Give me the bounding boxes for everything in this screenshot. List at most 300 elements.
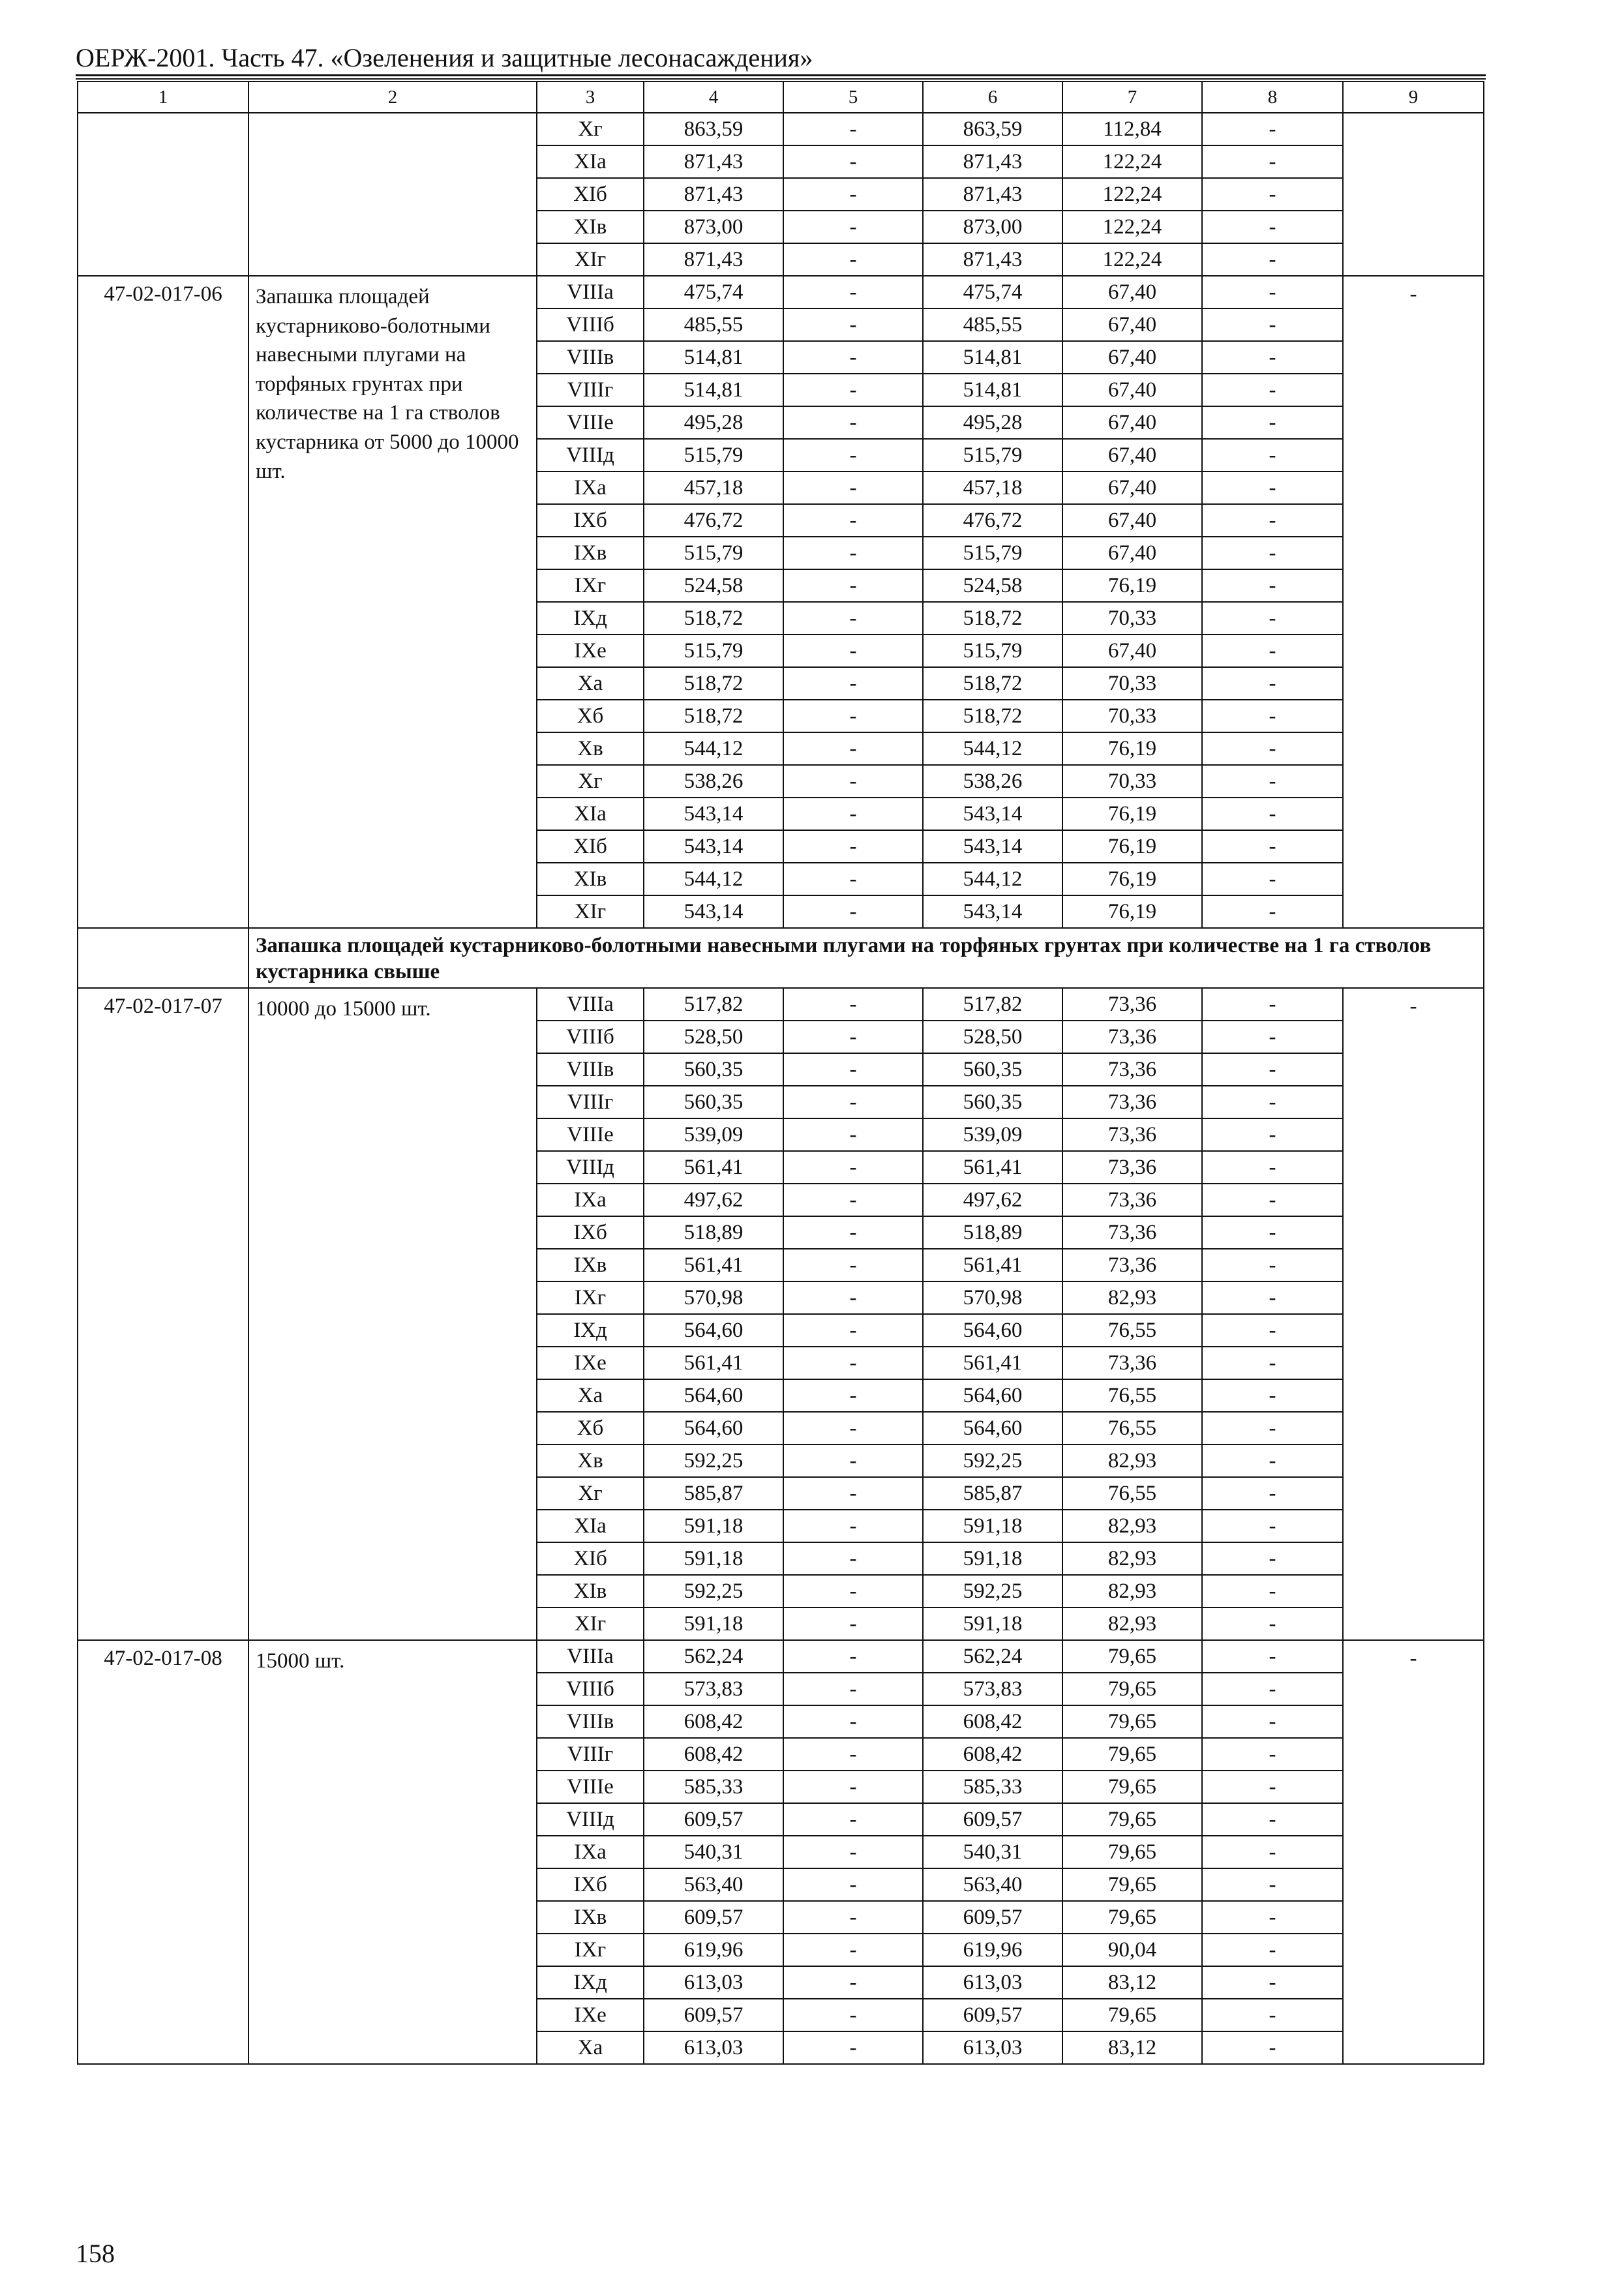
col6-value: 591,18 (923, 1608, 1062, 1640)
col4-value: 564,60 (644, 1412, 783, 1444)
col7-value: 73,36 (1062, 1347, 1202, 1379)
col7-value: 76,19 (1062, 798, 1202, 830)
col6-value: 514,81 (923, 374, 1062, 406)
col6-value: 518,89 (923, 1216, 1062, 1249)
zone-cell: IXe (537, 1347, 644, 1379)
col4-value: 517,82 (644, 988, 783, 1021)
col5-value: - (783, 1738, 923, 1771)
col5-value: - (783, 276, 923, 308)
col7-value: 67,40 (1062, 635, 1202, 667)
col5-value: - (783, 1444, 923, 1477)
col8-value: - (1202, 1868, 1343, 1901)
col7-value: 122,24 (1062, 243, 1202, 276)
col7-value: 73,36 (1062, 1053, 1202, 1086)
header-rule (76, 74, 1486, 76)
column-number: 4 (644, 82, 783, 113)
col4-value: 609,57 (644, 1901, 783, 1934)
col4-value: 591,18 (644, 1542, 783, 1575)
col7-value: 67,40 (1062, 308, 1202, 341)
col7-value: 67,40 (1062, 471, 1202, 504)
col8-value: - (1202, 1673, 1343, 1705)
col6-value: 543,14 (923, 830, 1062, 863)
col8-value: - (1202, 569, 1343, 602)
col7-value: 79,65 (1062, 1803, 1202, 1836)
col8-value: - (1202, 504, 1343, 537)
zone-cell: IXг (537, 1281, 644, 1314)
col7-value: 76,19 (1062, 569, 1202, 602)
col4-value: 543,14 (644, 798, 783, 830)
col6-value: 608,42 (923, 1705, 1062, 1738)
col6-value: 561,41 (923, 1249, 1062, 1281)
zone-cell: IXб (537, 1216, 644, 1249)
col4-value: 514,81 (644, 341, 783, 374)
col5-value: - (783, 1836, 923, 1868)
zone-cell: IXд (537, 1314, 644, 1347)
code-cell: 47-02-017-07 (78, 988, 248, 1640)
col5-value: - (783, 504, 923, 537)
col7-value: 82,93 (1062, 1575, 1202, 1608)
col4-value: 518,72 (644, 700, 783, 732)
col8-value: - (1202, 602, 1343, 635)
zone-cell: Xг (537, 113, 644, 145)
col5-value: - (783, 2031, 923, 2064)
col5-value: - (783, 1901, 923, 1934)
col4-value: 515,79 (644, 635, 783, 667)
col7-value: 83,12 (1062, 1966, 1202, 1999)
col6-value: 524,58 (923, 569, 1062, 602)
description-cell: Запашка площадей кустарниково-болотными навесными плугами на торфяных грунтах при количестве на 1 га стволов кустарника от 5000 до 10000 шт. (248, 276, 537, 928)
col4-value: 497,62 (644, 1184, 783, 1216)
col8-value: - (1202, 1151, 1343, 1184)
col7-value: 112,84 (1062, 113, 1202, 145)
col4-value: 609,57 (644, 1803, 783, 1836)
col5-value: - (783, 1249, 923, 1281)
column-number: 7 (1062, 82, 1202, 113)
col6-value: 497,62 (923, 1184, 1062, 1216)
col6-value: 540,31 (923, 1836, 1062, 1868)
col7-value: 67,40 (1062, 406, 1202, 439)
col8-value: - (1202, 243, 1343, 276)
col6-value: 543,14 (923, 895, 1062, 928)
col7-value: 79,65 (1062, 1640, 1202, 1673)
group-heading-row (78, 928, 1484, 988)
col5-value: - (783, 1086, 923, 1118)
column-number-row (78, 82, 1484, 113)
col7-value: 122,24 (1062, 145, 1202, 178)
col4-value: 476,72 (644, 504, 783, 537)
col5-value: - (783, 1412, 923, 1444)
col4-value: 570,98 (644, 1281, 783, 1314)
col8-value: - (1202, 1510, 1343, 1542)
col5-value: - (783, 830, 923, 863)
zone-cell: VIIIд (537, 439, 644, 471)
col7-value: 122,24 (1062, 211, 1202, 243)
col4-value: 564,60 (644, 1314, 783, 1347)
col7-value: 79,65 (1062, 1868, 1202, 1901)
col8-value: - (1202, 1608, 1343, 1640)
col7-value: 76,19 (1062, 895, 1202, 928)
col7-value: 82,93 (1062, 1444, 1202, 1477)
col7-value: 73,36 (1062, 1184, 1202, 1216)
col6-value: 591,18 (923, 1510, 1062, 1542)
col5-value: - (783, 635, 923, 667)
col8-value: - (1202, 439, 1343, 471)
zone-cell: Xб (537, 700, 644, 732)
col5-value: - (783, 1347, 923, 1379)
col6-value: 560,35 (923, 1053, 1062, 1086)
col4-value: 544,12 (644, 863, 783, 895)
col6-value: 457,18 (923, 471, 1062, 504)
col7-value: 83,12 (1062, 2031, 1202, 2064)
col5-value: - (783, 895, 923, 928)
zone-cell: VIIIв (537, 1053, 644, 1086)
zone-cell: VIIIг (537, 374, 644, 406)
col7-value: 70,33 (1062, 602, 1202, 635)
col6-value: 515,79 (923, 537, 1062, 569)
col8-value: - (1202, 1249, 1343, 1281)
col5-value: - (783, 145, 923, 178)
col4-value: 609,57 (644, 1999, 783, 2031)
col4-value: 561,41 (644, 1151, 783, 1184)
zone-cell: XIa (537, 798, 644, 830)
col4-value: 475,74 (644, 276, 783, 308)
zone-cell: Xг (537, 1477, 644, 1510)
zone-cell: IXб (537, 1868, 644, 1901)
col4-value: 608,42 (644, 1705, 783, 1738)
col5-value: - (783, 1771, 923, 1803)
col4-value: 613,03 (644, 1966, 783, 1999)
col6-value: 562,24 (923, 1640, 1062, 1673)
col7-value: 73,36 (1062, 1151, 1202, 1184)
col5-value: - (783, 406, 923, 439)
col4-value: 538,26 (644, 765, 783, 798)
col6-value: 871,43 (923, 178, 1062, 211)
col5-value: - (783, 1673, 923, 1705)
col4-value: 561,41 (644, 1249, 783, 1281)
col6-value: 591,18 (923, 1542, 1062, 1575)
col8-value: - (1202, 276, 1343, 308)
col7-value: 76,19 (1062, 863, 1202, 895)
column-number: 6 (923, 82, 1062, 113)
col6-value: 515,79 (923, 635, 1062, 667)
col7-value: 70,33 (1062, 765, 1202, 798)
col4-value: 562,24 (644, 1640, 783, 1673)
col9-value: - (1343, 1640, 1484, 2064)
zone-cell: VIIIг (537, 1086, 644, 1118)
zone-cell: IXe (537, 1999, 644, 2031)
zone-cell: XIв (537, 211, 644, 243)
col6-value: 543,14 (923, 798, 1062, 830)
col5-value: - (783, 1705, 923, 1738)
col5-value: - (783, 863, 923, 895)
zone-cell: IXд (537, 602, 644, 635)
table-row (78, 276, 1484, 308)
col8-value: - (1202, 895, 1343, 928)
col5-value: - (783, 732, 923, 765)
col6-value: 613,03 (923, 2031, 1062, 2064)
col7-value: 70,33 (1062, 700, 1202, 732)
col7-value: 79,65 (1062, 1999, 1202, 2031)
col4-value: 560,35 (644, 1086, 783, 1118)
zone-cell: VIIIe (537, 1118, 644, 1151)
column-number: 5 (783, 82, 923, 113)
col8-value: - (1202, 1836, 1343, 1868)
col8-value: - (1202, 1216, 1343, 1249)
col8-value: - (1202, 1281, 1343, 1314)
zone-cell: VIIIб (537, 1021, 644, 1053)
col5-value: - (783, 537, 923, 569)
col8-value: - (1202, 830, 1343, 863)
col6-value: 563,40 (923, 1868, 1062, 1901)
zone-cell: VIIIa (537, 1640, 644, 1673)
col6-value: 585,87 (923, 1477, 1062, 1510)
col5-value: - (783, 243, 923, 276)
col6-value: 544,12 (923, 863, 1062, 895)
col5-value: - (783, 569, 923, 602)
col8-value: - (1202, 1314, 1343, 1347)
col6-value: 570,98 (923, 1281, 1062, 1314)
col5-value: - (783, 1216, 923, 1249)
col6-value: 528,50 (923, 1021, 1062, 1053)
col4-value: 518,72 (644, 602, 783, 635)
col7-value: 73,36 (1062, 988, 1202, 1021)
col6-value: 561,41 (923, 1151, 1062, 1184)
col4-value: 495,28 (644, 406, 783, 439)
col8-value: - (1202, 1086, 1343, 1118)
col7-value: 76,55 (1062, 1379, 1202, 1412)
col6-value: 564,60 (923, 1379, 1062, 1412)
col6-value: 871,43 (923, 145, 1062, 178)
zone-cell: Xa (537, 667, 644, 700)
zone-cell: XIб (537, 830, 644, 863)
col6-value: 517,82 (923, 988, 1062, 1021)
col8-value: - (1202, 1118, 1343, 1151)
zone-cell: Xг (537, 765, 644, 798)
zone-cell: IXe (537, 635, 644, 667)
col7-value: 76,19 (1062, 830, 1202, 863)
col4-value: 871,43 (644, 178, 783, 211)
col7-value: 79,65 (1062, 1901, 1202, 1934)
col5-value: - (783, 113, 923, 145)
col8-value: - (1202, 1934, 1343, 1966)
col8-value: - (1202, 341, 1343, 374)
header-rule-secondary (76, 78, 1486, 80)
col8-value: - (1202, 798, 1343, 830)
col7-value: 73,36 (1062, 1118, 1202, 1151)
col7-value: 67,40 (1062, 374, 1202, 406)
code-cell-empty (78, 113, 248, 276)
col5-value: - (783, 308, 923, 341)
column-number: 1 (78, 82, 248, 113)
col7-value: 73,36 (1062, 1216, 1202, 1249)
col5-value: - (783, 1934, 923, 1966)
col4-value: 485,55 (644, 308, 783, 341)
col6-value: 592,25 (923, 1444, 1062, 1477)
col5-value: - (783, 178, 923, 211)
col6-value: 613,03 (923, 1966, 1062, 1999)
col9-cell-empty (1343, 113, 1484, 276)
zone-cell: VIIIa (537, 988, 644, 1021)
col7-value: 122,24 (1062, 178, 1202, 211)
zone-cell: IXa (537, 471, 644, 504)
col7-value: 82,93 (1062, 1608, 1202, 1640)
col4-value: 518,72 (644, 667, 783, 700)
col6-value: 560,35 (923, 1086, 1062, 1118)
col7-value: 76,55 (1062, 1314, 1202, 1347)
col5-value: - (783, 667, 923, 700)
col8-value: - (1202, 211, 1343, 243)
col4-value: 518,89 (644, 1216, 783, 1249)
group-heading: Запашка площадей кустарниково-болотными навесными плугами на торфяных грунтах при количестве на 1 га стволов кустарника свыше (248, 928, 1484, 988)
col5-value: - (783, 1640, 923, 1673)
col7-value: 79,65 (1062, 1673, 1202, 1705)
zone-cell: VIIIв (537, 1705, 644, 1738)
col8-value: - (1202, 1347, 1343, 1379)
col6-value: 475,74 (923, 276, 1062, 308)
col6-value: 609,57 (923, 1999, 1062, 2031)
col7-value: 70,33 (1062, 667, 1202, 700)
col7-value: 82,93 (1062, 1542, 1202, 1575)
col7-value: 79,65 (1062, 1738, 1202, 1771)
col8-value: - (1202, 1999, 1343, 2031)
zone-cell: IXг (537, 569, 644, 602)
col9-value: - (1343, 276, 1484, 928)
zone-cell: VIIIб (537, 308, 644, 341)
col6-value: 518,72 (923, 700, 1062, 732)
zone-cell: VIIIa (537, 276, 644, 308)
col5-value: - (783, 1575, 923, 1608)
col5-value: - (783, 439, 923, 471)
col8-value: - (1202, 145, 1343, 178)
col5-value: - (783, 1608, 923, 1640)
col6-value: 518,72 (923, 602, 1062, 635)
zone-cell: XIa (537, 1510, 644, 1542)
col6-value: 485,55 (923, 308, 1062, 341)
code-cell: 47-02-017-06 (78, 276, 248, 928)
zone-cell: Xв (537, 732, 644, 765)
col4-value: 619,96 (644, 1934, 783, 1966)
column-number: 9 (1343, 82, 1484, 113)
zone-cell: XIг (537, 243, 644, 276)
heading-empty-cell (78, 928, 248, 988)
zone-cell: IXa (537, 1184, 644, 1216)
table-body (78, 82, 1484, 2064)
col6-value: 873,00 (923, 211, 1062, 243)
col4-value: 592,25 (644, 1575, 783, 1608)
col4-value: 524,58 (644, 569, 783, 602)
col9-value: - (1343, 988, 1484, 1640)
col6-value: 561,41 (923, 1347, 1062, 1379)
col8-value: - (1202, 1901, 1343, 1934)
zone-cell: XIг (537, 895, 644, 928)
col6-value: 495,28 (923, 406, 1062, 439)
col4-value: 573,83 (644, 1673, 783, 1705)
col8-value: - (1202, 667, 1343, 700)
col4-value: 515,79 (644, 439, 783, 471)
col6-value: 539,09 (923, 1118, 1062, 1151)
col7-value: 79,65 (1062, 1771, 1202, 1803)
col4-value: 591,18 (644, 1510, 783, 1542)
col4-value: 514,81 (644, 374, 783, 406)
col6-value: 863,59 (923, 113, 1062, 145)
zone-cell: VIIIб (537, 1673, 644, 1705)
zone-cell: XIб (537, 178, 644, 211)
col7-value: 76,19 (1062, 732, 1202, 765)
col4-value: 561,41 (644, 1347, 783, 1379)
col6-value: 476,72 (923, 504, 1062, 537)
col5-value: - (783, 1151, 923, 1184)
col6-value: 564,60 (923, 1314, 1062, 1347)
zone-cell: XIв (537, 863, 644, 895)
col4-value: 539,09 (644, 1118, 783, 1151)
col5-value: - (783, 341, 923, 374)
zone-cell: IXг (537, 1934, 644, 1966)
table-row (78, 113, 1484, 145)
page-number: 158 (76, 2239, 115, 2268)
col5-value: - (783, 765, 923, 798)
zone-cell: XIa (537, 145, 644, 178)
column-number: 3 (537, 82, 644, 113)
col4-value: 560,35 (644, 1053, 783, 1086)
col5-value: - (783, 700, 923, 732)
col4-value: 613,03 (644, 2031, 783, 2064)
col8-value: - (1202, 1412, 1343, 1444)
col6-value: 544,12 (923, 732, 1062, 765)
col5-value: - (783, 471, 923, 504)
col7-value: 76,55 (1062, 1412, 1202, 1444)
col4-value: 563,40 (644, 1868, 783, 1901)
col8-value: - (1202, 113, 1343, 145)
col5-value: - (783, 1379, 923, 1412)
col5-value: - (783, 602, 923, 635)
col8-value: - (1202, 1542, 1343, 1575)
col8-value: - (1202, 537, 1343, 569)
col7-value: 73,36 (1062, 1086, 1202, 1118)
col4-value: 457,18 (644, 471, 783, 504)
zone-cell: XIв (537, 1575, 644, 1608)
col5-value: - (783, 988, 923, 1021)
zone-cell: VIIIд (537, 1803, 644, 1836)
col4-value: 608,42 (644, 1738, 783, 1771)
col7-value: 67,40 (1062, 341, 1202, 374)
col6-value: 592,25 (923, 1575, 1062, 1608)
col6-value: 585,33 (923, 1771, 1062, 1803)
col8-value: - (1202, 1444, 1343, 1477)
zone-cell: IXд (537, 1966, 644, 1999)
description-cell: 15000 шт. (248, 1640, 537, 2064)
code-cell: 47-02-017-08 (78, 1640, 248, 2064)
zone-cell: XIг (537, 1608, 644, 1640)
col8-value: - (1202, 1803, 1343, 1836)
col8-value: - (1202, 765, 1343, 798)
col8-value: - (1202, 732, 1343, 765)
col7-value: 67,40 (1062, 504, 1202, 537)
col6-value: 518,72 (923, 667, 1062, 700)
col5-value: - (783, 1542, 923, 1575)
col8-value: - (1202, 1575, 1343, 1608)
col5-value: - (783, 1053, 923, 1086)
col7-value: 67,40 (1062, 439, 1202, 471)
col7-value: 79,65 (1062, 1836, 1202, 1868)
col7-value: 73,36 (1062, 1249, 1202, 1281)
col4-value: 871,43 (644, 243, 783, 276)
col5-value: - (783, 374, 923, 406)
col7-value: 82,93 (1062, 1510, 1202, 1542)
col8-value: - (1202, 1184, 1343, 1216)
col6-value: 871,43 (923, 243, 1062, 276)
col5-value: - (783, 1314, 923, 1347)
col8-value: - (1202, 2031, 1343, 2064)
